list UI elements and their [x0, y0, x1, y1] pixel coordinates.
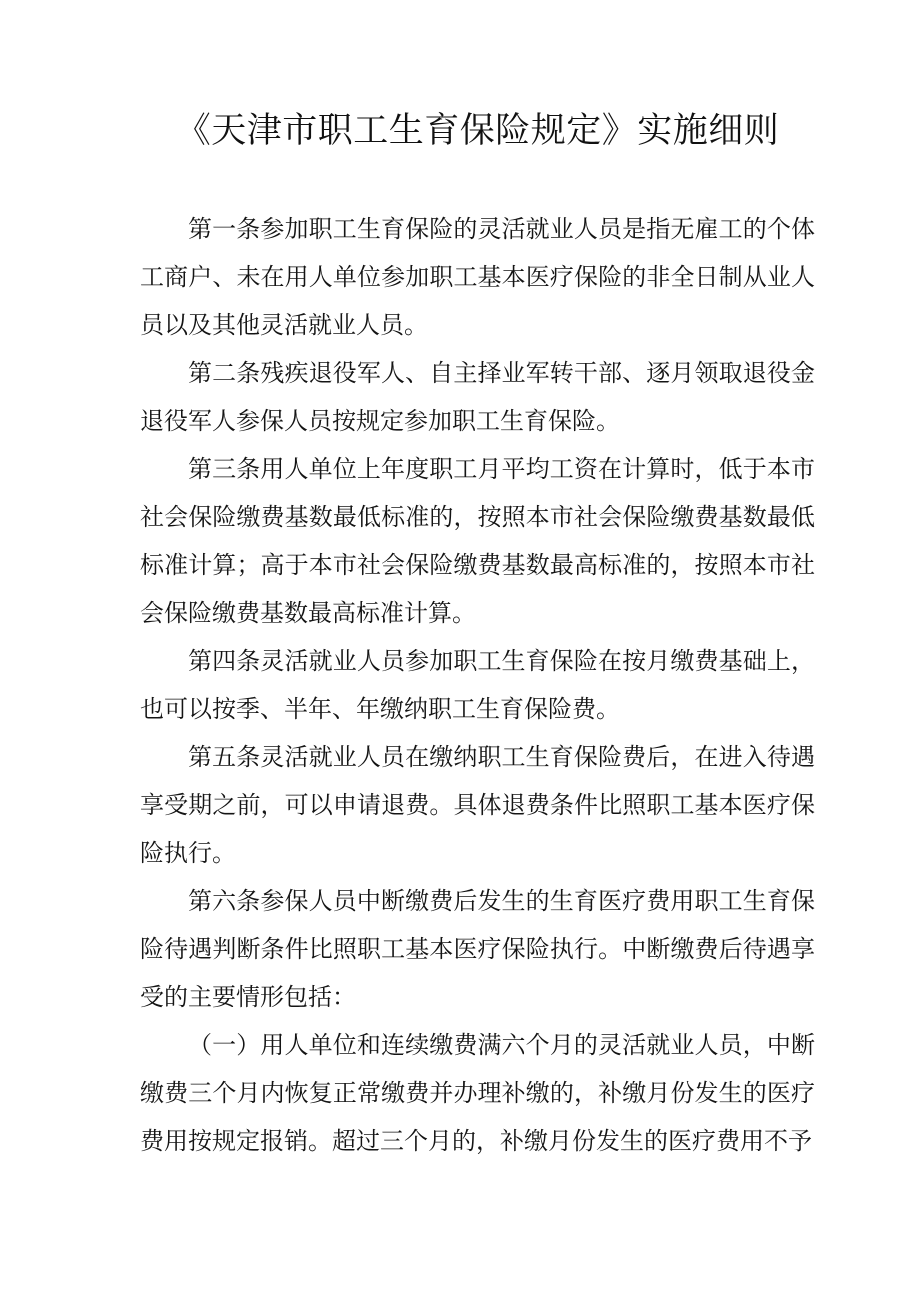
paragraph-article-5: 第五条灵活就业人员在缴纳职工生育保险费后，在进入待遇享受期之前，可以申请退费。具体退费条件比照职工基本医疗保险执行。	[140, 745, 815, 867]
paragraph-article-4: 第四条灵活就业人员参加职工生育保险在按月缴费基础上，也可以按季、半年、年缴纳职工生育保险费。	[140, 649, 815, 723]
paragraph-article-1: 第一条参加职工生育保险的灵活就业人员是指无雇工的个体工商户、未在用人单位参加职工基本医疗保险的非全日制从业人员以及其他灵活就业人员。	[140, 217, 815, 339]
paragraph-article-3: 第三条用人单位上年度职工月平均工资在计算时，低于本市社会保险缴费基数最低标准的，按照本市社会保险缴费基数最低标准计算；高于本市社会保险缴费基数最高标准的，按照本市社会保险缴费基数最高标准计算。	[140, 457, 815, 627]
document-title: 《天津市职工生育保险规定》实施细则	[175, 111, 780, 150]
paragraph-item-1: （一）用人单位和连续缴费满六个月的灵活就业人员，中断缴费三个月内恢复正常缴费并办理补缴的，补缴月份发生的医疗费用按规定报销。超过三个月的，补缴月份发生的医疗费用不予	[140, 1033, 815, 1155]
paragraph-article-2: 第二条残疾退役军人、自主择业军转干部、逐月领取退役金退役军人参保人员按规定参加职工生育保险。	[140, 361, 815, 435]
paragraph-article-6: 第六条参保人员中断缴费后发生的生育医疗费用职工生育保险待遇判断条件比照职工基本医疗保险执行。中断缴费后待遇享受的主要情形包括：	[140, 889, 815, 1011]
